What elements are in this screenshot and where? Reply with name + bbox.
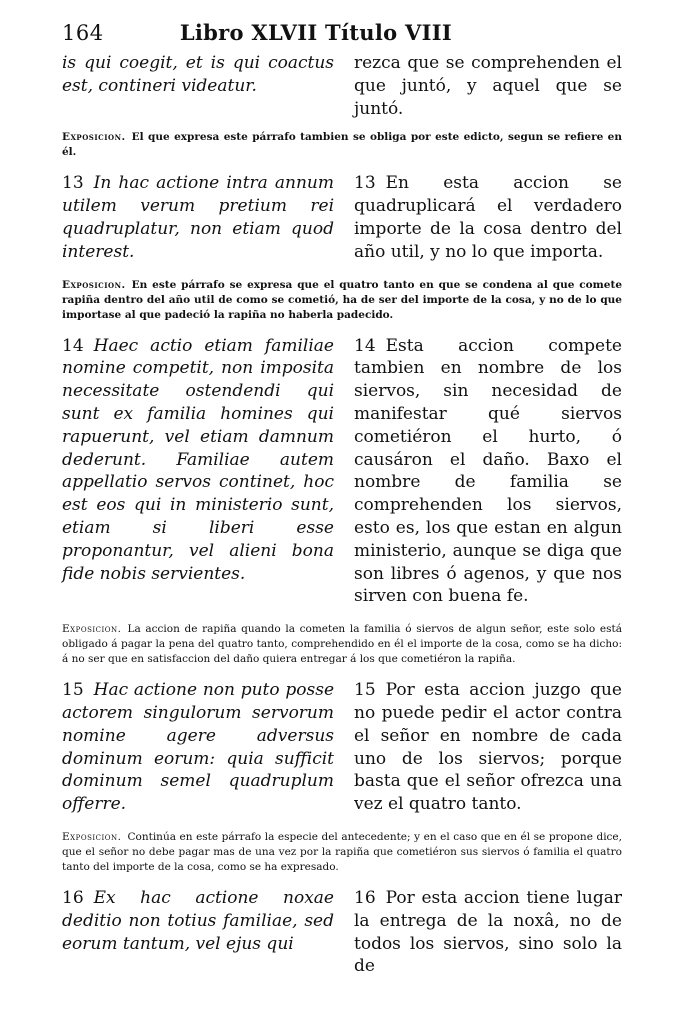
spanish-paragraph <box>354 679 622 816</box>
spanish-paragraph <box>354 887 622 978</box>
exposicion-note <box>62 278 622 323</box>
paragraph-number: 15 <box>62 680 84 701</box>
paragraph-number: 16 <box>354 887 376 908</box>
spanish-text: Por esta accion juzgo que no puede pedir el actor contra el señor en nombre de cada uno de los siervos; porque basta que el señor ofrezca una vez el quatro tanto. <box>354 680 622 815</box>
paragraph-number: 15 <box>354 680 376 701</box>
spanish-text: Por esta accion tiene lugar la entrega de la noxâ, no de todos los siervos, sino solo la de <box>354 887 622 977</box>
latin-paragraph <box>62 887 334 978</box>
paragraph-number: 13 <box>354 173 376 194</box>
spanish-paragraph <box>354 172 622 263</box>
document-page <box>62 20 622 978</box>
latin-text: Ex hac actione noxae deditio non totius familiae, sed eorum tantum, vel ejus qui <box>62 887 334 954</box>
exposicion-text: La accion de rapiña quando la cometen la familia ó siervos de algun señor, este solo está obligado á pagar la pena del quatro tanto, comprehendido en él el importe de la cosa, como se ha dicho: á no ser que en satisfaccion del daño quiera entregar á los que cometiéron la rapiña. <box>62 623 622 666</box>
running-title: Libro XLVII Título VIII <box>179 20 452 45</box>
exposicion-label: Exposicion. <box>62 830 122 843</box>
spanish-paragraph <box>354 335 622 609</box>
latin-paragraph <box>62 335 334 609</box>
page-number: 164 <box>62 21 104 45</box>
exposicion-text: Continúa en este párrafo la especie del antecedente; y en el caso que en él se propone dice, que el señor no debe pagar mas de una vez por la rapiña que cometiéron sus siervos ó familia el quatro tanto del importe de la cosa, como se ha expresado. <box>62 830 622 873</box>
latin-text: In hac actione intra annum utilem verum pretium rei quadruplatur, non etiam quod interest. <box>62 173 334 262</box>
paragraph-13 <box>62 172 622 263</box>
exposicion-label: Exposicion. <box>62 278 126 291</box>
paragraph-16 <box>62 887 622 978</box>
paragraph-number: 14 <box>354 335 376 356</box>
exposicion-note <box>62 130 622 160</box>
spanish-text: Esta accion compete tambien en nombre de los siervos, sin necesidad de manifestar qué siervos cometiéron el hurto, ó causáron el daño. Baxo el nombre de familia se comprehenden los siervos, esto es, los que estan en algun ministerio, aunque se diga que son libres ó agenos, y que nos sirven con buena fe. <box>354 335 622 607</box>
latin-text: Hac actione non puto posse actorem singulorum servorum nomine agere adversus dominum eorum: quia sufficit dominum semel quadruplum offerre. <box>62 680 334 815</box>
latin-paragraph <box>62 172 334 263</box>
latin-paragraph <box>62 679 334 816</box>
spanish-text: rezca que se comprehenden el que juntó, y aquel que se juntó. <box>354 53 622 119</box>
paragraph-number: 16 <box>62 887 84 908</box>
paragraph-14 <box>62 335 622 609</box>
exposicion-note <box>62 622 622 667</box>
latin-text: is qui coegit, et is qui coactus est, contineri videatur. <box>62 53 334 96</box>
page-header <box>62 20 622 52</box>
spanish-text: En esta accion se quadruplicará el verdadero importe de la cosa dentro del año util, y no lo que importa. <box>354 173 622 262</box>
paragraph-block-continuation <box>62 52 622 120</box>
paragraph-number: 13 <box>62 173 84 194</box>
exposicion-text: El que expresa este párrafo tambien se obliga por este edicto, segun se refiere en él. <box>62 131 622 159</box>
latin-text: Haec actio etiam familiae nomine competit, non imposita necessitate ostendendi qui sunt ex familia homines qui rapuerunt, vel etiam damnum dederunt. Familiae autem appellatio servos continet, hoc est eos qui in ministerio sunt, etiam si liberi esse proponantur, vel alieni bona fide nobis servientes. <box>62 335 334 584</box>
exposicion-label: Exposicion. <box>62 131 126 144</box>
exposicion-text: En este párrafo se expresa que el quatro tanto en que se condena al que comete rapiña dentro del año util de como se cometió, ha de ser del importe de la cosa, y no de lo que importase al que padeció la rapiña no haberla padecido. <box>62 278 622 321</box>
exposicion-label: Exposicion. <box>62 623 122 636</box>
exposicion-note <box>62 830 622 875</box>
paragraph-15 <box>62 679 622 816</box>
paragraph-number: 14 <box>62 335 84 356</box>
